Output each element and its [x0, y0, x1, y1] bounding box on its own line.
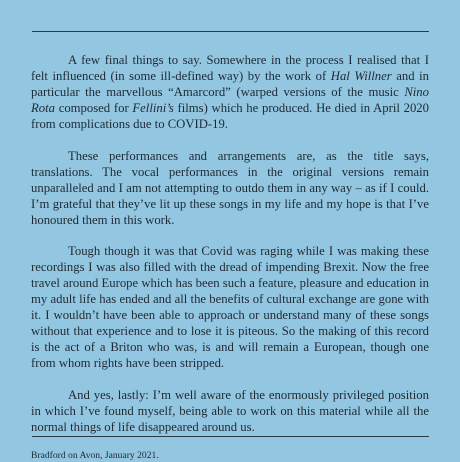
p1-text-1: A few final things to say. Somewhere in the process I realised that I felt influenced (in some ill-defined way) by the work of	[31, 53, 429, 83]
p2-text: These performances and arrangements are, as the title says, translations. The vocal performances in the original versions remain unparalleled and I am not attempting to outdo them in any way – as if I could. I’m grateful that they’ve lit up these songs in my life and my hope is that I’ve honoured them in this work.	[31, 148, 429, 227]
paragraph-2	[31, 148, 429, 228]
paragraph-1	[31, 52, 429, 132]
bottom-divider	[32, 436, 429, 437]
p1-name-fellini: Fellini’s	[132, 101, 174, 115]
p4-text: And yes, lastly: I’m well aware of the enormously privileged position in which I’ve found myself, being able to work on this material while all the normal things of life disappeared around us.	[31, 387, 429, 434]
signature-line: Bradford on Avon, January 2021.	[31, 450, 159, 461]
top-divider	[32, 31, 429, 32]
p1-name-hal-willner: Hal Willner	[330, 69, 392, 83]
p1-text-3: composed for	[54, 101, 133, 115]
p1-text-2: and in particular the marvellous “Amarcord” (warped versions of the music	[31, 69, 429, 99]
p1-name-nino-rota: Nino Rota	[31, 85, 429, 115]
p1-text-4: films) which he produced. He died in April 2020 from complications due to COVID-19.	[31, 101, 429, 131]
paragraph-3	[31, 243, 429, 371]
paragraph-4	[31, 387, 429, 435]
liner-notes-body	[31, 52, 429, 462]
p3-text: Tough though it was that Covid was raging while I was making these recordings I was also filled with the dread of impending Brexit. Now the free travel around Europe which has been such a feature, pleasure and education in my adult life has ended and all the benefits of cultural exchange are gone with it. I wouldn’t have been able to approach or understand many of these songs without that experience and to lose it is piteous. So the making of this record is the act of a Briton who was, is and will remain a European, though one from whom rights have been stripped.	[31, 244, 429, 370]
